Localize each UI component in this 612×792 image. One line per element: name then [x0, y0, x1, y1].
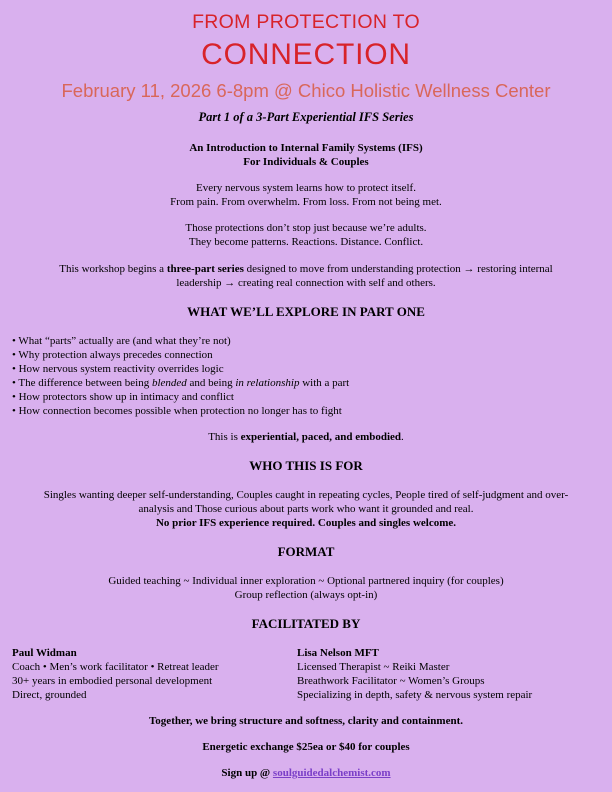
signup-line [0, 766, 612, 780]
facilitator-line: Breathwork Facilitator ~ Women’s Groups [297, 675, 485, 687]
intro-line-2: For Individuals & Couples [243, 156, 369, 168]
intro-block [0, 141, 612, 169]
summary-bold: experiential, paced, and embodied [240, 431, 402, 443]
facilitator-line: Licensed Therapist ~ Reiki Master [297, 661, 450, 673]
exchange-line: Energetic exchange $25ea or $40 for couples [202, 741, 410, 753]
intro-line-1: An Introduction to Internal Family Systems (IFS) [189, 142, 423, 154]
list-item: • How connection becomes possible when protection no longer has to fight [12, 405, 342, 417]
list-item: • What “parts” actually are (and what they’re not) [12, 335, 231, 347]
signup-label: Sign up @ [221, 767, 273, 779]
paragraph-3 [0, 262, 612, 290]
facilitator-line: 30+ years in embodied personal development [12, 675, 213, 687]
item4-mid: and being [186, 377, 236, 389]
format-block [0, 574, 612, 602]
summary-before: This is [208, 431, 241, 443]
list-item: • How nervous system reactivity overrides logic [12, 363, 224, 375]
para3-line-2: leadership → creating real connection with self and others. [176, 277, 436, 289]
together-line: Together, we bring structure and softness, clarity and containment. [148, 715, 463, 727]
para2-line-2: They become patterns. Reactions. Distance. Conflict. [188, 236, 424, 248]
para3-line-1 [0, 262, 612, 276]
facilitator-left [12, 646, 219, 702]
title-line-2: CONNECTION [201, 38, 411, 71]
para2-line-1: Those protections don’t stop just because we’re adults. [185, 222, 427, 234]
para3-bold: three-part series [166, 263, 244, 275]
explore-heading: WHAT WE’LL EXPLORE IN PART ONE [187, 304, 425, 319]
signup-link[interactable]: soulguidedalchemist.com [272, 767, 391, 779]
facilitator-name: Lisa Nelson MFT [297, 647, 379, 659]
item4-before: • The difference between being [12, 377, 152, 389]
format-heading: FORMAT [277, 544, 335, 559]
who-line-2: analysis and Those curious about parts work who want it grounded and real. [138, 503, 474, 515]
item4-em-blended: blended [151, 377, 187, 389]
title-line-1: FROM PROTECTION TO [192, 11, 420, 33]
facilitator-right [297, 646, 532, 702]
facilitator-line: Direct, grounded [12, 689, 87, 701]
format-line-1: Guided teaching ~ Individual inner exploration ~ Optional partnered inquiry (for couples) [108, 575, 504, 587]
paragraph-2 [0, 221, 612, 249]
para1-line-2: From pain. From overwhelm. From loss. From not being met. [170, 196, 442, 208]
series-subtitle: Part 1 of a 3-Part Experiential IFS Series [198, 110, 414, 124]
format-line-2: Group reflection (always opt-in) [234, 589, 378, 601]
facilitator-name: Paul Widman [12, 647, 77, 659]
who-heading: WHO THIS IS FOR [249, 458, 363, 473]
date-location: February 11, 2026 6-8pm @ Chico Holistic Wellness Center [61, 80, 551, 101]
list-item: • How protectors show up in intimacy and conflict [12, 391, 234, 403]
who-block [0, 488, 612, 530]
list-item: • Why protection always precedes connection [12, 349, 213, 361]
who-line-1: Singles wanting deeper self-understanding, Couples caught in repeating cycles, People tired of self-judgment and over- [43, 489, 569, 501]
item4-em-relationship: in relationship [235, 377, 300, 389]
explore-list [12, 334, 349, 418]
para3-before: This workshop begins a [59, 263, 167, 275]
facilitated-heading: FACILITATED BY [251, 616, 361, 631]
list-item [12, 376, 349, 390]
explore-summary [0, 430, 612, 444]
item4-after: with a part [299, 377, 350, 389]
para3-after: designed to move from understanding protection → restoring internal [243, 263, 553, 275]
para1-line-1: Every nervous system learns how to protect itself. [196, 182, 416, 194]
facilitator-line: Coach • Men’s work facilitator • Retreat leader [12, 661, 219, 673]
facilitator-line: Specializing in depth, safety & nervous system repair [297, 689, 533, 701]
summary-after: . [401, 431, 404, 443]
who-line-3: No prior IFS experience required. Couples and singles welcome. [155, 517, 457, 529]
paragraph-1 [0, 181, 612, 209]
